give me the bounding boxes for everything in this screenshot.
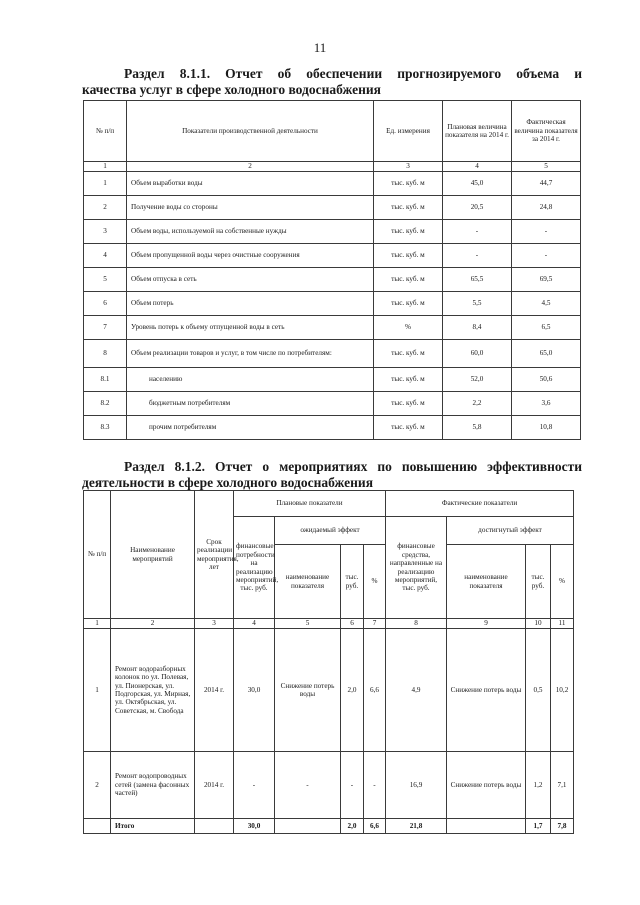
section-title-line-1: Раздел 8.1.1. Отчет об обеспечении прогнозируемого объема и <box>124 66 582 81</box>
col-number: 4 <box>443 162 512 172</box>
row-name: Объем воды, используемой на собственные нужды <box>127 220 374 244</box>
row-fact: 69,5 <box>512 268 581 292</box>
row-fact: 6,5 <box>512 316 581 340</box>
row-fact: 3,6 <box>512 392 581 416</box>
row-fact: 4,5 <box>512 292 581 316</box>
row-num: 2 <box>84 752 111 819</box>
row-achieved-pct: 7,1 <box>551 752 574 819</box>
row-fact-fin: 4,9 <box>386 629 447 752</box>
row-num: 3 <box>84 220 127 244</box>
table-row <box>84 196 581 220</box>
row-num: 4 <box>84 244 127 268</box>
col-number: 1 <box>84 619 111 629</box>
row-expected-name: Снижение потерь воды <box>275 629 341 752</box>
col-number: 1 <box>84 162 127 172</box>
row-name: Объем выработки воды <box>127 172 374 196</box>
header-expected-effect: ожидаемый эффект <box>275 517 386 545</box>
total-empty-cell <box>275 819 341 834</box>
row-plan-fin: - <box>234 752 275 819</box>
row-num: 1 <box>84 172 127 196</box>
page-number: 11 <box>313 40 327 55</box>
header-measure-name: Наименование мероприятий <box>111 491 195 619</box>
col-number: 7 <box>364 619 386 629</box>
row-name: прочим потребителям <box>127 416 374 440</box>
col-number: 2 <box>111 619 195 629</box>
col-number: 4 <box>234 619 275 629</box>
total-empty-cell <box>195 819 234 834</box>
header-indicator-name: наименование показателя <box>447 545 526 619</box>
section-8-1-1-title <box>82 66 582 98</box>
section-title-line-2: качества услуг в сфере холодного водоснабжения <box>82 82 381 97</box>
row-name: Получение воды со стороны <box>127 196 374 220</box>
total-achieved-pct: 7,8 <box>551 819 574 834</box>
section-title-line-2: деятельности в сфере холодного водоснабжения <box>82 475 374 490</box>
header-num: № п/п <box>84 101 127 162</box>
header-unit: Ед. измерения <box>374 101 443 162</box>
col-number: 3 <box>374 162 443 172</box>
row-expected-rub: 2,0 <box>341 629 364 752</box>
row-num: 1 <box>84 629 111 752</box>
row-plan: 8,4 <box>443 316 512 340</box>
col-number: 10 <box>526 619 551 629</box>
header-thousand-rub: тыс. руб. <box>341 545 364 619</box>
table-8-1-1 <box>83 100 581 440</box>
row-num: 8.3 <box>84 416 127 440</box>
row-achieved-rub: 0,5 <box>526 629 551 752</box>
table-8-1-2 <box>83 490 574 834</box>
col-number: 5 <box>512 162 581 172</box>
header-indicator-name: наименование показателя <box>275 545 341 619</box>
row-unit: тыс. куб. м <box>374 416 443 440</box>
row-fact: 65,0 <box>512 340 581 368</box>
row-fact: - <box>512 220 581 244</box>
col-number: 8 <box>386 619 447 629</box>
header-percent: % <box>364 545 386 619</box>
header-achieved-effect: достигнутый эффект <box>447 517 574 545</box>
row-achieved-rub: 1,2 <box>526 752 551 819</box>
header-planned: Плановые показатели <box>234 491 386 517</box>
col-number: 2 <box>127 162 374 172</box>
row-unit: тыс. куб. м <box>374 392 443 416</box>
row-num: 5 <box>84 268 127 292</box>
row-achieved-name: Снижение потерь воды <box>447 752 526 819</box>
row-fact: 24,8 <box>512 196 581 220</box>
table-row <box>84 172 581 196</box>
row-expected-name: - <box>275 752 341 819</box>
table-row <box>84 340 581 368</box>
row-fact-fin: 16,9 <box>386 752 447 819</box>
row-expected-pct: - <box>364 752 386 819</box>
header-num: № п/п <box>84 491 111 619</box>
table-row <box>84 244 581 268</box>
row-term: 2014 г. <box>195 752 234 819</box>
row-plan: - <box>443 220 512 244</box>
row-unit: тыс. куб. м <box>374 172 443 196</box>
row-fact: 50,6 <box>512 368 581 392</box>
row-term: 2014 г. <box>195 629 234 752</box>
header-actual: Фактические показатели <box>386 491 574 517</box>
total-label: Итого <box>111 819 195 834</box>
row-num: 2 <box>84 196 127 220</box>
section-8-1-2-title <box>82 459 582 491</box>
row-measure-name: Ремонт водоразборных колонок по ул. Полевая, ул. Пионерская, ул. Подгорская, ул. Мирная, ул. Октябрьская, ул. Советская, м. Свобода <box>111 629 195 752</box>
row-unit: тыс. куб. м <box>374 292 443 316</box>
row-name: Объем потерь <box>127 292 374 316</box>
col-number: 5 <box>275 619 341 629</box>
row-plan: 65,5 <box>443 268 512 292</box>
total-achieved-rub: 1,7 <box>526 819 551 834</box>
row-name: Объем реализации товаров и услуг, в том числе по потребителям: <box>127 340 374 368</box>
header-thousand-rub: тыс. руб. <box>526 545 551 619</box>
table-row <box>84 752 574 819</box>
row-fact: - <box>512 244 581 268</box>
total-plan-fin: 30,0 <box>234 819 275 834</box>
table-row <box>84 292 581 316</box>
row-num: 8 <box>84 340 127 368</box>
row-achieved-name: Снижение потерь воды <box>447 629 526 752</box>
row-measure-name: Ремонт водопроводных сетей (замена фасонных частей) <box>111 752 195 819</box>
row-name: Уровень потерь к объему отпущенной воды в сеть <box>127 316 374 340</box>
row-plan: 5,5 <box>443 292 512 316</box>
table-total-row <box>84 819 574 834</box>
row-num: 8.1 <box>84 368 127 392</box>
row-achieved-pct: 10,2 <box>551 629 574 752</box>
row-name: Объем отпуска в сеть <box>127 268 374 292</box>
table-row <box>84 268 581 292</box>
header-fact-fin: финансовые средства, направленные на реализацию мероприятий, тыс. руб. <box>386 517 447 619</box>
row-name: населению <box>127 368 374 392</box>
section-title-line-1: Раздел 8.1.2. Отчет о мероприятиях по повышению эффективности <box>124 459 582 474</box>
row-num: 8.2 <box>84 392 127 416</box>
col-number: 9 <box>447 619 526 629</box>
header-percent: % <box>551 545 574 619</box>
total-fact-fin: 21,8 <box>386 819 447 834</box>
row-expected-rub: - <box>341 752 364 819</box>
row-name: бюджетным потребителям <box>127 392 374 416</box>
row-fact: 10,8 <box>512 416 581 440</box>
row-plan: 20,5 <box>443 196 512 220</box>
row-num: 6 <box>84 292 127 316</box>
row-plan: 2,2 <box>443 392 512 416</box>
row-unit: тыс. куб. м <box>374 196 443 220</box>
row-plan: - <box>443 244 512 268</box>
row-unit: тыс. куб. м <box>374 244 443 268</box>
row-unit: тыс. куб. м <box>374 368 443 392</box>
table-row <box>84 392 581 416</box>
row-name: Объем пропущенной воды через очистные сооружения <box>127 244 374 268</box>
row-unit: % <box>374 316 443 340</box>
header-plan-fin: финансовые потребности на реализацию мероприятий, тыс. руб. <box>234 517 275 619</box>
header-term: Срок реализации мероприятия, лет <box>195 491 234 619</box>
row-fact: 44,7 <box>512 172 581 196</box>
row-plan-fin: 30,0 <box>234 629 275 752</box>
table-row <box>84 220 581 244</box>
row-unit: тыс. куб. м <box>374 220 443 244</box>
row-plan: 60,0 <box>443 340 512 368</box>
col-number: 3 <box>195 619 234 629</box>
row-unit: тыс. куб. м <box>374 340 443 368</box>
total-empty-cell <box>84 819 111 834</box>
row-plan: 52,0 <box>443 368 512 392</box>
total-empty-cell <box>447 819 526 834</box>
row-plan: 45,0 <box>443 172 512 196</box>
row-num: 7 <box>84 316 127 340</box>
table-row <box>84 316 581 340</box>
total-expected-rub: 2,0 <box>341 819 364 834</box>
col-number: 6 <box>341 619 364 629</box>
table-row <box>84 368 581 392</box>
row-expected-pct: 6,6 <box>364 629 386 752</box>
total-expected-pct: 6,6 <box>364 819 386 834</box>
header-fact: Фактическая величина показателя за 2014 г. <box>512 101 581 162</box>
table-row <box>84 629 574 752</box>
header-plan: Плановая величина показателя на 2014 г. <box>443 101 512 162</box>
table-row <box>84 416 581 440</box>
col-number: 11 <box>551 619 574 629</box>
header-indicator: Показатели производственной деятельности <box>127 101 374 162</box>
row-unit: тыс. куб. м <box>374 268 443 292</box>
row-plan: 5,8 <box>443 416 512 440</box>
